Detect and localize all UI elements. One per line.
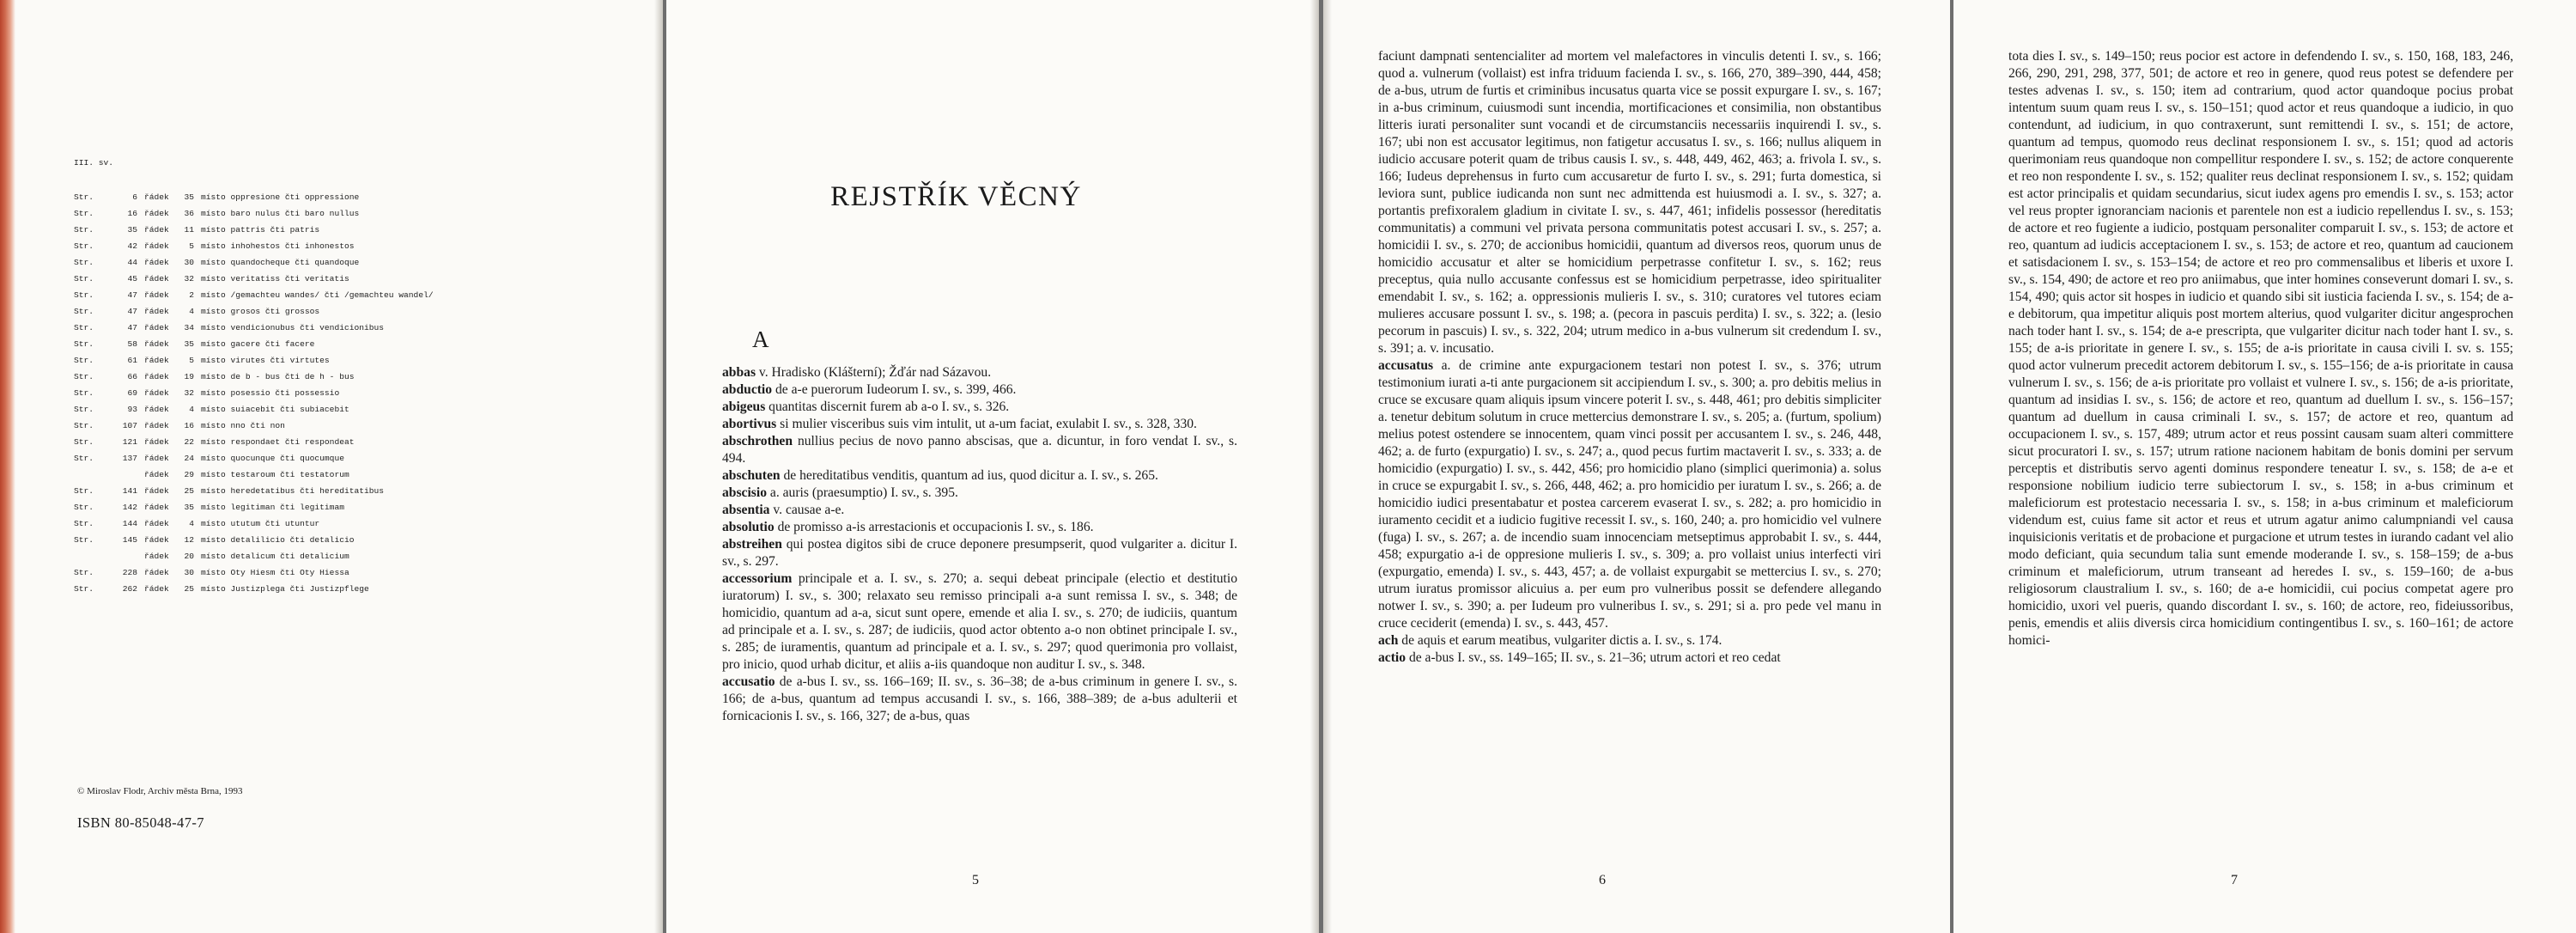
errata-line: 32 [184,388,194,398]
errata-line: 25 [184,584,194,594]
entry-text: de a-e puerorum Iudeorum I. sv., s. 399, 466. [772,382,1017,397]
errata-str: Str. [74,307,94,316]
errata-correction: místo quandocheque čti quandoque [201,258,360,267]
register-entry [1378,649,1881,667]
errata-str: Str. [74,388,94,398]
errata-heading: III. sv. [74,158,114,168]
errata-line: 30 [184,568,194,577]
errata-line: 32 [184,274,194,284]
errata-str: Str. [74,519,94,528]
errata-correction: místo heredetatibus čti hereditatibus [201,486,385,496]
entry-text: principale et a. I. sv., s. 270; a. sequi debeat principale (electio et destitutio iuratorum) I. sv., s. 300; relaxato seu remisso principali a-a sunt remissa I. sv., s. 348; de homicidio, quantum ad a-a, sicut sunt opere, emende et alia I. sv., s. 270; de iudiciis, quantum ad principale et a. I. sv., s. 287; de iudiciis, quod actor obtento a-o non obtinet principale I. sv., s. 285; de iuramentis, quantum ad principale et a. I. sv., s. 297; quod querimonia pro vollaist, pro inicio, quod urhab dicitur, et aliis a-iis quandoque non auditur I. sv., s. 348. [722,571,1237,672]
errata-line-label: řádek [144,486,169,496]
entry-headword: accusatio [722,674,775,689]
errata-row [74,450,527,466]
errata-page: 142 [122,503,137,512]
page-number: 5 [972,873,979,887]
errata-line-label: řádek [144,356,169,365]
errata-line: 22 [184,437,194,447]
errata-str: Str. [74,274,94,284]
errata-page: 107 [122,421,137,430]
errata-line-label: řádek [144,437,169,447]
errata-line: 34 [184,323,194,332]
page-register-7 [1953,0,2576,933]
errata-line-label: řádek [144,552,169,561]
entry-headword: abductio [722,382,773,397]
errata-line: 11 [184,225,194,235]
errata-line-label: řádek [144,388,169,398]
errata-row [74,189,527,205]
errata-correction: místo posessio čti possessio [201,388,340,398]
errata-row [74,564,527,581]
errata-row [74,418,527,434]
errata-str: Str. [74,209,94,218]
errata-row [74,434,527,450]
errata-row [74,287,527,303]
errata-correction: místo nno čti non [201,421,285,430]
errata-page: 58 [127,339,137,349]
errata-str: Str. [74,535,94,545]
entry-headword: abigeus [722,399,766,414]
register-column [2008,48,2513,649]
entry-headword: abstreihen [722,537,782,552]
errata-line: 29 [184,470,194,479]
register-entries [722,364,1237,725]
register-entry [722,381,1237,399]
errata-row [74,532,527,548]
errata-line: 36 [184,209,194,218]
errata-page: 45 [127,274,137,284]
errata-page: 47 [127,290,137,300]
entry-headword: abbas [722,365,756,380]
errata-correction: místo detalicum čti detalicium [201,552,349,561]
errata-correction: místo ututum čti utuntur [201,519,320,528]
entry-text: de aquis et earum meatibus, vulgariter dictis a. I. sv., s. 174. [1398,633,1722,648]
errata-page: 228 [122,568,137,577]
errata-line: 35 [184,503,194,512]
entry-headword: absolutio [722,520,775,534]
errata-line: 4 [189,307,194,316]
errata-correction: místo respondaet čti respondeat [201,437,355,447]
errata-page: 42 [127,241,137,251]
entry-text: de promisso a-is arrestacionis et occupacionis I. sv., s. 186. [774,520,1094,534]
errata-str: Str. [74,290,94,300]
errata-str [74,548,108,564]
errata-line: 5 [189,356,194,365]
errata-correction: místo /gemachteu wandes/ čti /gemachteu wandel/ [201,290,434,300]
errata-row [74,352,527,369]
entry-headword: accessorium [722,571,793,586]
entry-headword: abortivus [722,417,777,431]
errata-correction: místo inhohestos čti inhonestos [201,241,355,251]
register-column [1378,48,1881,667]
errata-row [74,466,527,483]
errata-line-label: řádek [144,470,169,479]
entry-text: si mulier visceribus suis vim intulit, ut a-um faciat, exulabit I. sv., s. 328, 330. [776,417,1197,431]
errata-page: 6 [132,192,137,202]
entry-headword: abschrothen [722,434,793,448]
errata-line-label: řádek [144,503,169,512]
errata-line-label: řádek [144,209,169,218]
errata-line: 30 [184,258,194,267]
errata-row [74,320,527,336]
errata-str: Str. [74,241,94,251]
errata-line-label: řádek [144,454,169,463]
entry-text: a. auris (praesumptio) I. sv., s. 395. [767,485,958,500]
section-letter: A [752,326,769,352]
page-gutter [1323,0,1332,933]
errata-correction: místo gacere čti facere [201,339,315,349]
errata-page: 16 [127,209,137,218]
errata-row [74,303,527,320]
errata-page: 145 [122,535,137,545]
errata-correction: místo de b - bus čti de h - bus [201,372,355,381]
errata-page [108,466,144,483]
errata-line-label: řádek [144,258,169,267]
errata-line: 20 [184,552,194,561]
errata-str: Str. [74,356,94,365]
errata-correction: místo Oty Hiesm čti Oty Hiessa [201,568,349,577]
errata-correction: místo vendicionubus čti vendicionibus [201,323,385,332]
page-register-6 [1323,0,1950,933]
errata-line-label: řádek [144,241,169,251]
errata-page: 66 [127,372,137,381]
entry-text: quantitas discernit furem ab a-o I. sv., s. 326. [765,399,1010,414]
register-entry [1378,357,1881,632]
register-entry [722,399,1237,416]
errata-line-label: řádek [144,421,169,430]
errata-page: 44 [127,258,137,267]
errata-row [74,581,527,597]
errata-row [74,548,527,564]
errata-row [74,271,527,287]
errata-line: 12 [184,535,194,545]
entry-headword: abschuten [722,468,781,483]
entry-text: qui postea digitos sibi de cruce deponere presumpserit, quod vulgariter a. dicitur I. sv., s. 297. [722,537,1237,569]
errata-str: Str. [74,437,94,447]
errata-line: 24 [184,454,194,463]
errata-correction: místo legitiman čti legitimam [201,503,344,512]
errata-row [74,205,527,222]
page-number: 6 [1599,873,1606,887]
errata-str: Str. [74,258,94,267]
register-entry [722,485,1237,502]
copyright-line: © Miroslav Flodr, Archiv města Brna, 1993 [77,786,243,796]
errata-list [74,189,527,597]
errata-row [74,515,527,532]
errata-str: Str. [74,405,94,414]
register-entry [1378,632,1881,649]
errata-line: 35 [184,192,194,202]
entry-text: de hereditatibus venditis, quantum ad ius, quod dicitur a. I. sv., s. 265. [780,468,1158,483]
errata-str: Str. [74,421,94,430]
errata-correction: místo oppresione čti oppressione [201,192,360,202]
errata-line: 19 [184,372,194,381]
errata-line-label: řádek [144,225,169,235]
errata-correction: místo detalilicio čti detalicio [201,535,355,545]
errata-str: Str. [74,584,94,594]
entry-text: v. Hradisko (Klášterní); Žďár nad Sázavou. [756,365,992,380]
page-gutter [654,0,663,933]
entry-headword: actio [1378,650,1406,665]
entry-headword: abscisio [722,485,767,500]
errata-page: 137 [122,454,137,463]
errata-line: 5 [189,241,194,251]
errata-line-label: řádek [144,372,169,381]
errata-str: Str. [74,486,94,496]
errata-line-label: řádek [144,339,169,349]
entry-text: a. de crimine ante expurgacionem testari non potest I. sv., s. 376; utrum testimonium iurati a-ti ante purgacionem sit accipiendum I. sv., s. 300; a. pro debitis melius in cruce se excusare quam aliquis ipsum vincere poterit I. sv., s. 448, 461; pro debitis simpliciter a. tenetur debitum solutum in cruce mettercius demonstrare I. sv., s. 205; a. (furtum, spolium) melius potest ostendere se innocentem, quam vinci possit per accusantem I. sv., s. 246, 448, 462; a. de furto (expurgatio) I. sv., s. 247; a., quod pecus furtim mactaverit I. sv., s. 333; a. de homicidio (expurgatio) I. sv., s. 442, 456; pro homicidio plano (simplici querimonia) a. solus in cruce se expurgabit I. sv., s. 266, 448, 462; a. pro homicidio per iuratum I. sv., s. 266; a. de homicidio iudici presentabatur et postea carcerem evaserat I. sv., s. 282; a. pro homicidio in iuramento cecidit et a iudicio fugitive recessit I. sv., s. 160, 240; a. pro homicidio vel vulnere (fuga) I. sv., s. 267; a. de incendio suam innocenciam metseptimus approbabit I. sv., s. 444, 458; expurgatio a-i de oppresione mulieris I. sv., s. 309; a. pro vollaist unius interfecti viri (expurgatio, emenda) I. sv., s. 443, 457; a. de vollaist expurgabit se mettercius I. sv., s. 270; utrum iuratus promissor alicuius a. per eum pro vulneribus possit se defendere allegando notwer I. sv., s. 390; a. per Iudeum pro vulneribus I. sv., s. 291; si a. pro pede vel manu in cruce ceciderit (emenda) I. sv., s. 443, 457. [1378,358,1881,631]
entry-text: v. causae a-e. [769,503,845,517]
register-entry [722,570,1237,674]
errata-page: 262 [122,584,137,594]
errata-page: 69 [127,388,137,398]
page-errata [0,0,663,933]
errata-line: 2 [189,290,194,300]
errata-str: Str. [74,323,94,332]
register-entry [722,502,1237,519]
page-gutter [1310,0,1319,933]
errata-page: 144 [122,519,137,528]
errata-row [74,336,527,352]
errata-str: Str. [74,192,94,202]
errata-correction: místo grosos čti grossos [201,307,320,316]
errata-page: 141 [122,486,137,496]
errata-correction: místo veritatiss čti veritatis [201,274,349,284]
errata-correction: místo Justizplega čti Justizpflege [201,584,369,594]
errata-line: 4 [189,519,194,528]
errata-line-label: řádek [144,405,169,414]
page-register-5 [666,0,1319,933]
errata-row [74,369,527,385]
errata-str: Str. [74,225,94,235]
errata-page: 61 [127,356,137,365]
entry-text: de a-bus I. sv., ss. 149–165; II. sv., s. 21–36; utrum actori et reo cedat [1406,650,1781,665]
errata-page: 93 [127,405,137,414]
errata-line-label: řádek [144,584,169,594]
register-entry [722,536,1237,570]
errata-line-label: řádek [144,535,169,545]
errata-line-label: řádek [144,307,169,316]
errata-correction: místo virutes čti virtutes [201,356,330,365]
errata-line: 4 [189,405,194,414]
errata-correction: místo suiacebit čti subiacebit [201,405,349,414]
errata-page: 47 [127,307,137,316]
entry-text: nullius pecius de novo panno abscisas, que a. dicuntur, in foro vendat I. sv., s. 494. [722,434,1237,466]
errata-str: Str. [74,454,94,463]
errata-correction: místo quocunque čti quocumque [201,454,344,463]
errata-line: 35 [184,339,194,349]
errata-correction: místo baro nulus čti baro nullus [201,209,360,218]
errata-correction: místo pattris čti patris [201,225,320,235]
errata-line-label: řádek [144,323,169,332]
errata-row [74,222,527,238]
errata-line-label: řádek [144,290,169,300]
register-entry [722,364,1237,381]
register-entry [1378,48,1881,357]
errata-line: 25 [184,486,194,496]
errata-row [74,499,527,515]
errata-str: Str. [74,372,94,381]
entry-text: faciunt dampnati sentencialiter ad mortem vel malefactores in vinculis detenti I. sv., s. 166; quod a. vulnerum (vollaist) est infra triduum facienda I. sv., s. 166, 270, 389–390, 444, 458; de a-bus, utrum de furtis et criminibus incusatus quarta vice se possit expurgare I. sv., s. 167; in a-bus criminum, cuiusmodi sunt incendia, mortificaciones et consimilia, non obstantibus litteris iurati personaliter sunt vocandi et de circumstanciis necessariis inquirendi I. sv., s. 167; ubi non est accusator legitimus, non fatigetur accusatus I. sv., s. 166; nullus aliquem in iudicio accusare poterit quam de tribus causis I. sv., s. 448, 449, 462, 463; a. frivola I. sv., s. 166; Iudeus deprehensus in furto cum accusaretur de furto I. sv., s. 291; furta domestica, si leviora sunt, publice iudicanda non sunt nec admittenda est huiusmodi a. I. sv., s. 327; a. portantis prefixoralem gladium in civitate I. sv., s. 447, 461; infidelis possessor (hereditatis communitatis) a communi vel privata persona communitatis potest accusari I. sv., s. 257; a. homicidii I. sv., s. 270; de accionibus homicidii, quantum ad diversos reos, quorum unus de homicidio accusatur et alter se homicidium perpetrasse confitetur I. sv., s. 162; reus preceptus, quia nullo accusante confessus est se homicidium perpetrasse, ideo spiritualiter emendabit I. sv., s. 162; a. oppressionis mulieris I. sv., s. 310; curatores vel tutores eciam mulieres accusare possunt I. sv., s. 198; a. (pecora in pascuis perdita) I. sv., s. 322; a. (lesio pecorum in pascuis) I. sv., s. 322, 204; utrum medico in a-bus vulnerum sit credendum I. sv., s. 391; a. v. incusatio. [1378,49,1881,356]
errata-correction: místo testaroum čti testatorum [201,470,349,479]
errata-str [74,466,108,483]
register-title: REJSTŘÍK VĚCNÝ [830,181,1082,212]
errata-row [74,385,527,401]
register-text: tota dies I. sv., s. 149–150; reus pocior est actore in defendendo I. sv., s. 150, 168, 183, 246, 266, 290, 291, 298, 377, 501; de actore et reo in genere, quod reus potest se defendere per testes advenas I. sv., s. 150; item ad contrarium, quod actor quandoque pocius probat intentum suum quam reus I. sv., s. 150–151; quod actor et reus quandoque a iudicio, in quo contendunt, ad iudicium, in quo contraxerunt, sunt remittendi I. sv., s. 151; de actore, quantum ad tempus, quomodo reus declinat responsionem I. sv., s. 151; quod ad actoris querimoniam reus quandoque non compellitur respondere I. sv., s. 152; de actore conquerente et reo non respondente I. sv., s. 152; qualiter reus declinat responsionem I. sv., s. 152; quidam est actor principalis et quidam secundarius, sicut iudex agens pro emendis I. sv., s. 153; actor vel reus propter ignoranciam nacionis et parentele non est a iudicio repellendus I. sv., s. 153; de actore et reo fugiente a iudicio, postquam personaliter comparuit I. sv., s. 153; de actore et reo, quantum ad iudicis acceptacionem I. sv., s. 153; de actore et reo, quantum ad caucionem et satisdacionem I. sv., s. 153–154; de actore et reo pro commensalibus et liberis et uxore I. sv., s. 154, 490; de actore et reo pro aniimabus, que inter homines conseverunt domari I. sv., s. 154, 490; quis actor sit hospes in iudicio et quando sibi sit iusticia facienda I. sv., s. 154; de a-e debitorum, qua impetitur aliquis post mortem alterius, quod vulgariter dicitur angesprochen nach toder hant I. sv., s. 154; de a-e prescripta, que vulgariter dicitur nach toder hant I. sv., s. 155; de a-is prioritate in genere I. sv., s. 155; de a-is prioritate in causa civili I. sv. s. 155; quod actor vulnerum precedit actorem debitorum I. sv., s. 155–156; de a-is prioritate in causa vulnerum I. sv., s. 156; de a-is prioritate pro vollaist et vulnere I. sv., s. 156; de a-is prioritate, quantum ad insidias I. sv., s. 156; de actore et reo, quantum ad duellum I. sv., s. 156–157; quantum ad duellum in causa criminali I. sv., s. 157; de actore et reo, quantum ad occupacionem I. sv., s. 157, 489; utrum actor et reus possint causam suam alteri committere sicut procuratori I. sv., s. 157; utrum ratione nacionem habitam de bonis domini per servum perceptis et distributis servo agenti dominus respondere teneatur I. sv., s. 158; de a-e et responsione nobilium iudicio terre subiectorum I. sv., s. 158; in a-bus criminum et maleficiorum est protestacio necessaria I. sv., s. 158; in a-bus criminum et maleficiorum videndum est, cuius fame sit actor et reus et utrum agatur animo calumpniandi vel causa inquisicionis veritatis et de probacione et purgacione et utrum testes in iurando cadant vel alio modo deficiant, quia secundum talia sunt emende moderande I. sv., s. 158–159; de a-bus criminum et maleficiorum, utrum transeant ad heredes I. sv., s. 159–160; de a-bus religiosorum claustralium I. sv., s. 160; de a-e homicidii, cui pocius competat agere pro homicidio, uxori vel pueris, quando discordant I. sv., s. 160; de actore, reo, fideiussoribus, penis, emendis et aliis diversis circa homicidium contingentibus I. sv., s. 160–161; de actore homici- [2008,49,2513,648]
errata-page: 121 [122,437,137,447]
isbn-line: ISBN 80-85048-47-7 [77,814,204,831]
errata-page: 47 [127,323,137,332]
errata-row [74,483,527,499]
register-entry [722,416,1237,433]
page-number: 7 [2231,873,2238,887]
errata-str: Str. [74,339,94,349]
errata-str: Str. [74,568,94,577]
entry-headword: accusatus [1378,358,1434,373]
register-entry [722,674,1237,725]
entry-headword: ach [1378,633,1399,648]
errata-line-label: řádek [144,519,169,528]
errata-line-label: řádek [144,568,169,577]
entry-text: de a-bus I. sv., ss. 166–169; II. sv., s. 36–38; de a-bus criminum in genere I. sv., s. 166; de a-bus, quantum ad tempus accusandi I. sv., s. 166, 388–389; de a-bus adulterii et fornicacionis I. sv., s. 166, 327; de a-bus, quas [722,674,1237,723]
register-entry [722,433,1237,467]
errata-line-label: řádek [144,274,169,284]
errata-page: 35 [127,225,137,235]
register-entry [722,519,1237,536]
red-page-edge [0,0,15,933]
register-entry [722,467,1237,485]
errata-row [74,254,527,271]
errata-line: 16 [184,421,194,430]
errata-row [74,401,527,418]
entry-headword: absentia [722,503,770,517]
errata-line-label: řádek [144,192,169,202]
errata-row [74,238,527,254]
errata-page [108,548,144,564]
errata-str: Str. [74,503,94,512]
